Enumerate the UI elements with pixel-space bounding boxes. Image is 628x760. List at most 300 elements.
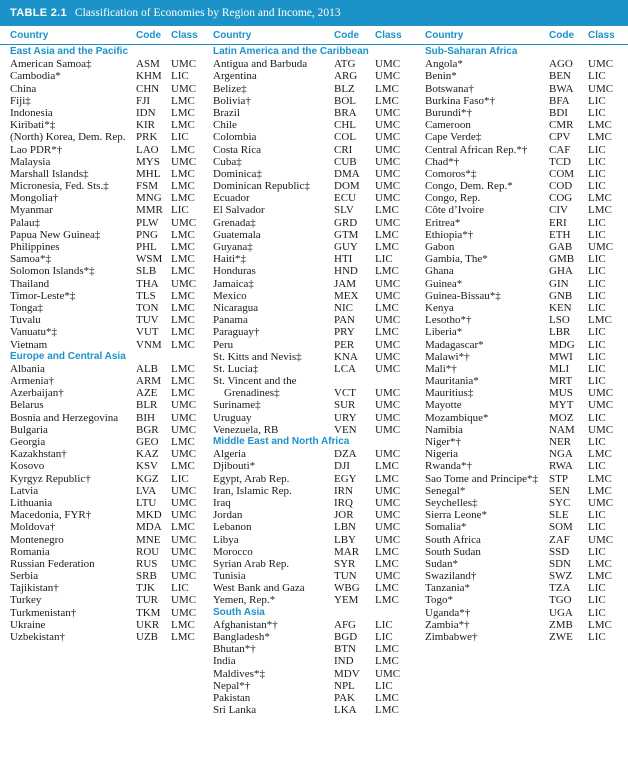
country-code: ARG [334, 70, 358, 83]
region-heading: South Asia [213, 606, 265, 618]
income-class: LIC [588, 460, 606, 473]
country-name: Mayotte [425, 399, 462, 412]
table-row [425, 412, 621, 424]
country-name: Comoros*‡ [425, 167, 477, 180]
country-name: Guatemala [213, 228, 261, 241]
income-class: UMC [375, 58, 401, 71]
country-code: THA [136, 277, 159, 290]
income-class: LMC [171, 460, 195, 473]
table-number: TABLE 2.1 [10, 7, 67, 19]
income-class: UMC [375, 338, 401, 351]
country-code: MDG [549, 338, 575, 351]
country-code: SWZ [549, 570, 573, 583]
country-code: CMR [549, 119, 574, 132]
country-code: SLE [549, 509, 569, 522]
income-class: LIC [588, 436, 606, 448]
table-row [10, 168, 205, 180]
income-class: LIC [588, 94, 606, 107]
country-name: Tuvalu [10, 314, 41, 327]
country-name: Yemen, Rep.* [213, 594, 276, 607]
country-name: St. Lucia‡ [213, 362, 259, 375]
income-class: LIC [588, 362, 606, 375]
table-row [213, 314, 409, 326]
income-class: UMC [171, 82, 197, 95]
country-name: Gabon [425, 241, 455, 253]
country-name: Zambia*† [425, 618, 470, 631]
table-row [10, 399, 205, 411]
country-name: Armenia† [10, 375, 54, 388]
country-name: Bolivia† [213, 94, 251, 107]
table-row [213, 265, 409, 277]
country-name: Zimbabwe† [425, 631, 478, 643]
country-name: Guinea* [425, 277, 463, 290]
column-body [10, 46, 205, 643]
country-code: GEO [136, 436, 159, 448]
income-class: LIC [171, 472, 189, 485]
income-class: UMC [588, 399, 614, 412]
country-code: MUS [549, 387, 573, 400]
country-name: American Samoa‡ [10, 58, 92, 71]
country-code: PAK [334, 691, 355, 704]
country-code: MNG [136, 192, 162, 205]
country-code: SYR [334, 557, 356, 570]
country-name: Paraguay† [213, 326, 260, 339]
country-code: LVA [136, 484, 157, 497]
table-row [425, 509, 621, 521]
country-name: West Bank and Gaza [213, 582, 305, 595]
income-class: UMC [375, 143, 401, 156]
country-name: Bosnia and Herzegovina [10, 411, 119, 424]
country-code: LBR [549, 326, 571, 339]
country-name: Algeria [213, 448, 246, 461]
income-class: UMC [375, 180, 401, 193]
country-code: ARM [136, 375, 162, 388]
income-class: LIC [588, 411, 606, 424]
table-row [10, 326, 205, 338]
table-row [213, 375, 409, 387]
income-class: LMC [171, 289, 195, 302]
table-row [213, 582, 409, 594]
country-name: Pakistan [213, 691, 251, 704]
table-row [213, 119, 409, 131]
country-code: GIN [549, 277, 569, 290]
country-code: BRA [334, 106, 357, 119]
country-name: Indonesia [10, 106, 53, 119]
table-row [10, 302, 205, 314]
table-row [213, 278, 409, 290]
country-name: Eritrea* [425, 216, 461, 229]
table-row [10, 509, 205, 521]
income-class: LIC [588, 289, 606, 302]
table-row [213, 290, 409, 302]
column-header [10, 27, 205, 45]
table-row [213, 326, 409, 338]
table-row [10, 339, 205, 351]
income-class: UMC [171, 496, 197, 509]
country-code: NIC [334, 301, 353, 314]
country-name: (North) Korea, Dem. Rep. [10, 131, 126, 144]
table-row [213, 217, 409, 229]
country-code: TKM [136, 606, 161, 619]
country-name: Uruguay [213, 411, 252, 424]
income-class: LMC [375, 326, 399, 339]
country-name: Moldova† [10, 521, 56, 534]
table-row [10, 485, 205, 497]
country-name: Russian Federation [10, 557, 95, 570]
header-code: Code [549, 30, 574, 41]
table-row [10, 58, 205, 70]
country-code: DMA [334, 167, 360, 180]
income-class: LIC [171, 131, 189, 144]
income-class: LIC [588, 631, 606, 643]
table-row [425, 156, 621, 168]
table-row [425, 229, 621, 241]
income-class: UMC [375, 667, 401, 680]
country-name: Romania [10, 545, 50, 558]
country-code: PHL [136, 241, 157, 253]
income-class: LIC [375, 253, 393, 266]
country-name: Angola* [425, 58, 463, 71]
country-name: Syrian Arab Rep. [213, 557, 290, 570]
country-code: TUN [334, 570, 357, 583]
country-code: CHN [136, 82, 160, 95]
income-class: LMC [171, 301, 195, 314]
country-code: UZB [136, 631, 158, 643]
country-code: GMB [549, 253, 575, 266]
country-name: Panama [213, 314, 248, 327]
table-row [213, 83, 409, 95]
table-row [213, 229, 409, 241]
income-class: LIC [588, 216, 606, 229]
table-row [425, 534, 621, 546]
table-row [213, 680, 409, 692]
table-row [213, 180, 409, 192]
country-code: BDI [549, 106, 568, 119]
table-row [425, 619, 621, 631]
table-row [425, 363, 621, 375]
income-class: LMC [375, 557, 399, 570]
country-code: DOM [334, 180, 360, 193]
country-name: Nepal*† [213, 679, 251, 692]
country-code: LKA [334, 704, 357, 717]
country-name: Honduras [213, 265, 256, 278]
income-class: LIC [171, 70, 189, 83]
table-column-3 [425, 27, 621, 643]
income-class: UMC [588, 82, 614, 95]
table-row [425, 521, 621, 533]
country-name: Egypt, Arab Rep. [213, 472, 290, 485]
country-name: Iraq [213, 496, 231, 509]
country-name: South Sudan [425, 545, 481, 558]
table-row [425, 582, 621, 594]
income-class: UMC [375, 192, 401, 205]
income-class: LIC [588, 143, 606, 156]
country-name: Tanzania* [425, 582, 471, 595]
income-class: LIC [171, 582, 189, 595]
country-name: Macedonia, FYR† [10, 509, 92, 522]
country-code: ZAF [549, 533, 570, 546]
country-name: Lao PDR*† [10, 143, 63, 156]
income-class: UMC [375, 423, 401, 436]
country-code: MKD [136, 509, 162, 522]
header-country: Country [425, 30, 464, 41]
table-row [10, 473, 205, 485]
table-row [213, 546, 409, 558]
country-name: Rwanda*† [425, 460, 473, 473]
country-code: VEN [334, 423, 357, 436]
income-class: LMC [375, 241, 399, 253]
table-row [213, 509, 409, 521]
country-code: TJK [136, 582, 155, 595]
country-code: TUV [136, 314, 159, 327]
country-name: Cuba‡ [213, 155, 242, 168]
table-row [425, 119, 621, 131]
income-class: LIC [588, 70, 606, 83]
income-class: LIC [588, 167, 606, 180]
country-code: RWA [549, 460, 573, 473]
country-name: Lithuania [10, 496, 53, 509]
table-row [213, 107, 409, 119]
country-name: Lebanon [213, 521, 252, 534]
table-row [10, 412, 205, 424]
income-class: LMC [588, 192, 612, 205]
header-country: Country [10, 30, 49, 41]
income-class: UMC [171, 155, 197, 168]
country-name: Nigeria [425, 448, 458, 461]
header-class: Class [171, 30, 198, 41]
country-code: PER [334, 338, 355, 351]
table-row [213, 631, 409, 643]
country-code: TON [136, 301, 159, 314]
country-name: Guyana‡ [213, 241, 253, 253]
country-name: Liberia* [425, 326, 463, 339]
income-class: LMC [375, 582, 399, 595]
table-row [10, 363, 205, 375]
country-code: VNM [136, 338, 162, 351]
table-row [10, 448, 205, 460]
table-row [213, 655, 409, 667]
country-code: WSM [136, 253, 163, 266]
country-name: Papua New Guinea‡ [10, 228, 101, 241]
country-code: ATG [334, 58, 356, 71]
table-row [10, 265, 205, 277]
table-row [10, 582, 205, 594]
table-row [213, 485, 409, 497]
table-row [425, 241, 621, 253]
country-code: NER [549, 436, 571, 448]
country-code: BFA [549, 94, 570, 107]
country-name: Colombia [213, 131, 257, 144]
table-row [10, 241, 205, 253]
country-name: Kazakhstan† [10, 448, 67, 461]
country-name: South Africa [425, 533, 481, 546]
income-class: LMC [171, 436, 195, 448]
country-code: LCA [334, 362, 356, 375]
income-class: UMC [588, 423, 614, 436]
table-row [10, 387, 205, 399]
income-class: LIC [588, 277, 606, 290]
table-row [425, 607, 621, 619]
income-class: LIC [588, 350, 606, 363]
table-row [213, 302, 409, 314]
country-name: Somalia* [425, 521, 467, 534]
country-name: Mali*† [425, 362, 457, 375]
country-name: Nicaragua [213, 301, 259, 314]
income-class: LMC [588, 131, 612, 144]
income-class: UMC [375, 216, 401, 229]
country-code: IND [334, 655, 354, 668]
income-class: UMC [375, 387, 401, 400]
country-code: JOR [334, 509, 354, 522]
income-class: LMC [588, 472, 612, 485]
country-name: Tonga‡ [10, 301, 43, 314]
country-name: Benin* [425, 70, 457, 83]
country-code: SYC [549, 496, 571, 509]
income-class: LMC [171, 241, 195, 253]
country-name: Chad*† [425, 155, 460, 168]
table-row [10, 70, 205, 82]
income-class: LMC [588, 119, 612, 132]
table-row [10, 631, 205, 643]
table-row [213, 399, 409, 411]
country-name: Vanuatu*‡ [10, 326, 58, 339]
country-code: AGO [549, 58, 573, 71]
table-row [213, 339, 409, 351]
country-code: KIR [136, 119, 155, 132]
country-name: Fiji‡ [10, 94, 31, 107]
income-class: UMC [375, 399, 401, 412]
country-code: KHM [136, 70, 162, 83]
country-name: Libya [213, 533, 239, 546]
table-row [425, 387, 621, 399]
country-code: COD [549, 180, 573, 193]
table-row [425, 180, 621, 192]
column-header [425, 27, 621, 45]
country-name: Niger*† [425, 436, 462, 448]
table-row [213, 460, 409, 472]
country-code: SOM [549, 521, 573, 534]
income-class: UMC [171, 58, 197, 71]
country-code: TLS [136, 289, 156, 302]
income-class: LIC [588, 582, 606, 595]
table-row [425, 351, 621, 363]
country-code: TUR [136, 594, 158, 607]
table-row [10, 192, 205, 204]
income-class: UMC [588, 241, 614, 253]
income-class: UMC [375, 448, 401, 461]
income-class: LMC [171, 253, 195, 266]
income-class: UMC [375, 509, 401, 522]
country-code: IRN [334, 484, 353, 497]
table-row [425, 314, 621, 326]
income-class: UMC [375, 119, 401, 132]
income-class: LIC [588, 180, 606, 193]
country-code: ROU [136, 545, 160, 558]
table-row [425, 83, 621, 95]
income-class: UMC [588, 387, 614, 400]
income-class: LIC [588, 155, 606, 168]
table-row [425, 375, 621, 387]
table-row [425, 144, 621, 156]
country-name: Azerbaijan† [10, 387, 64, 400]
country-name: Venezuela, RB [213, 423, 279, 436]
country-code: SRB [136, 570, 157, 583]
country-code: BGD [334, 631, 358, 643]
income-class: LMC [375, 472, 399, 485]
column-header [213, 27, 409, 45]
income-class: LIC [588, 521, 606, 534]
table-row [10, 156, 205, 168]
country-name: Sri Lanka [213, 704, 257, 717]
column-body [425, 46, 621, 643]
table-row [213, 70, 409, 82]
table-row [10, 83, 205, 95]
region-heading: Europe and Central Asia [10, 350, 126, 362]
income-class: LMC [171, 228, 195, 241]
country-code: BTN [334, 643, 356, 656]
income-class: LMC [171, 375, 195, 388]
country-name: Kiribati*‡ [10, 119, 56, 132]
country-name: Palau‡ [10, 216, 40, 229]
country-name: Congo, Rep. [425, 192, 481, 205]
income-class: LIC [588, 509, 606, 522]
income-class: UMC [171, 545, 197, 558]
country-name: Central African Rep.*† [425, 143, 528, 156]
country-name: Bangladesh* [213, 631, 270, 643]
table-row [425, 594, 621, 606]
table-row [10, 180, 205, 192]
table-row [425, 302, 621, 314]
country-name: Guinea-Bissau*‡ [425, 289, 501, 302]
table-row [213, 704, 409, 716]
country-code: DJI [334, 460, 350, 473]
table-row [213, 619, 409, 631]
income-class: LMC [171, 265, 195, 278]
income-class: LMC [375, 460, 399, 473]
income-class: LMC [588, 204, 612, 217]
table-row [425, 399, 621, 411]
country-code: ALB [136, 362, 158, 375]
table-row [10, 460, 205, 472]
country-name: Ukraine [10, 618, 46, 631]
country-code: BOL [334, 94, 356, 107]
country-name: Uzbekistan† [10, 631, 65, 643]
country-name: Seychelles‡ [425, 496, 478, 509]
country-code: CIV [549, 204, 568, 217]
income-class: LMC [588, 484, 612, 497]
country-name: India [213, 655, 236, 668]
table-row [213, 448, 409, 460]
table-row [425, 107, 621, 119]
income-class: UMC [171, 399, 197, 412]
country-name: Gambia, The* [425, 253, 488, 266]
country-name: Cambodia* [10, 70, 61, 83]
country-code: MRT [549, 375, 573, 388]
country-name: Belize‡ [213, 82, 247, 95]
table-row [425, 497, 621, 509]
income-class: UMC [375, 106, 401, 119]
income-class: LMC [171, 119, 195, 132]
country-code: SLV [334, 204, 354, 217]
table-row [10, 253, 205, 265]
country-code: URY [334, 411, 357, 424]
table-row [213, 643, 409, 655]
income-class: LMC [171, 167, 195, 180]
country-code: GUY [334, 241, 358, 253]
income-class: UMC [375, 155, 401, 168]
table-row [213, 58, 409, 70]
table-row [10, 290, 205, 302]
